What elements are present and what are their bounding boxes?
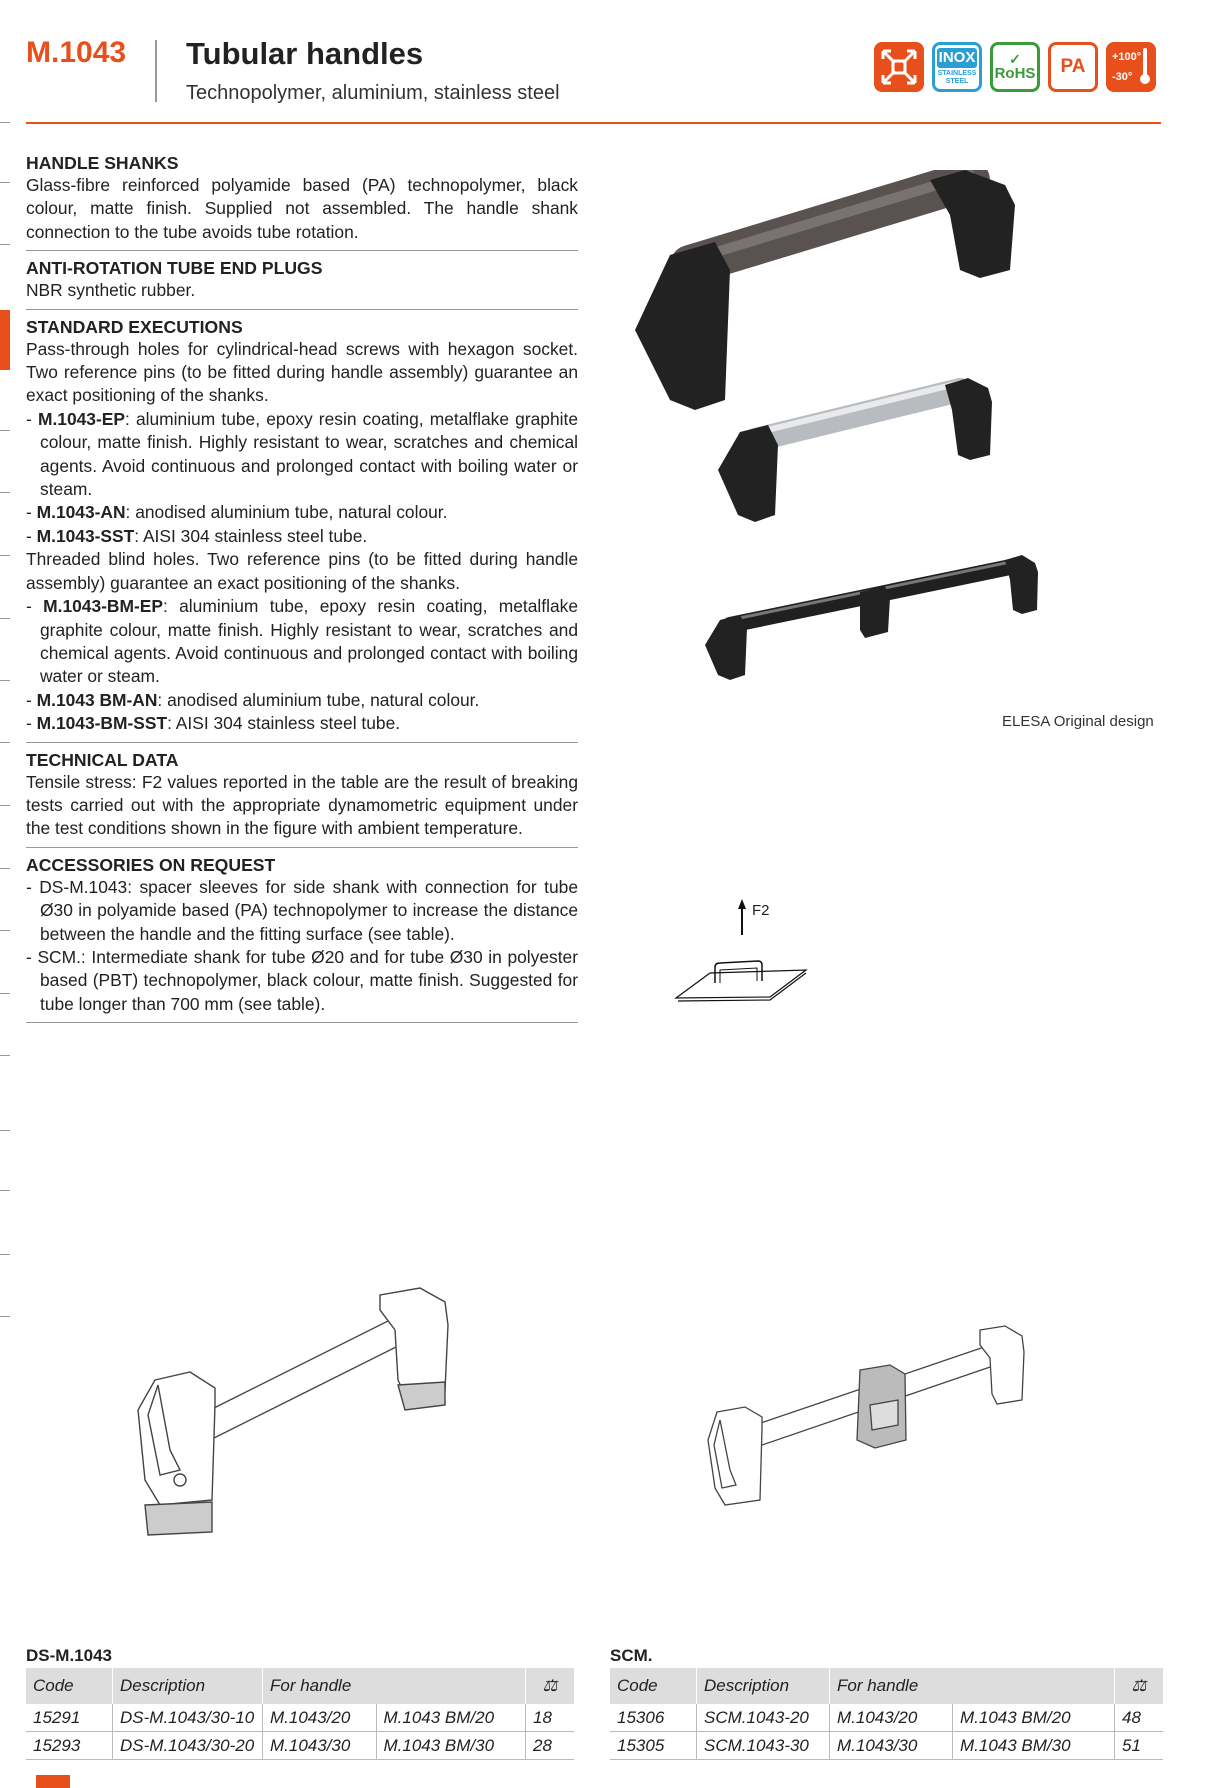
weight-icon: ⚖ (1115, 1668, 1164, 1704)
section-handle-shanks (26, 152, 578, 251)
margin-tab (0, 1130, 10, 1131)
cell: M.1043 BM/20 (953, 1704, 1115, 1732)
section-text: NBR synthetic rubber. (26, 280, 196, 301)
list-item: - M.1043-BM-SST: AISI 304 stainless steel tube. (26, 713, 401, 734)
cell: 51 (1115, 1732, 1164, 1760)
cell: 28 (526, 1732, 575, 1760)
margin-tab (0, 618, 10, 619)
cell: 18 (526, 1704, 575, 1732)
table-row (610, 1704, 1163, 1732)
table-header-row (26, 1668, 574, 1704)
cell: 15293 (26, 1732, 113, 1760)
section-text: Pass-through holes for cylindrical-head screws with hexagon socket. Two reference pins (to be fitted during handle assembly) guarantee an exact positioning of the shanks. (26, 338, 578, 406)
handle-medium-image (718, 378, 992, 522)
pa-badge: PA (1048, 42, 1098, 92)
design-note: ELESA Original design (1002, 713, 1154, 730)
cell: SCM.1043-20 (697, 1704, 830, 1732)
section-tube-plugs (26, 257, 578, 309)
section-technical-data (26, 749, 578, 848)
col-description: Description (697, 1668, 830, 1704)
margin-tab (0, 492, 10, 493)
cell: 15306 (610, 1704, 697, 1732)
section-text: Glass-fibre reinforced polyamide based (PA) technopolymer, black colour, matte finish. Supplied not assembled. The handle shank connection to the tube avoids tube rotation. (26, 175, 578, 242)
table-title-ds: DS-M.1043 (26, 1646, 112, 1665)
header-rule (26, 122, 1161, 124)
list-item: - M.1043-EP: aluminium tube, epoxy resin coating, metalflake graphite colour, matte finish. Highly resistant to wear, scratches and chemical agents. Avoid continuous and prolonged contact with boiling water or steam. (26, 408, 579, 500)
cell: M.1043 BM/30 (376, 1732, 526, 1760)
list-item: - M.1043-BM-EP: aluminium tube, epoxy resin coating, metalflake graphite colour, matte finish. Highly resistant to wear, scratches and chemical agents. Avoid continuous and prolonged contact with boiling water or steam. (26, 596, 578, 687)
margin-tab-active (0, 310, 10, 370)
product-photo (620, 170, 1070, 690)
margin-tab (0, 430, 10, 431)
margin-tab (0, 868, 10, 869)
handle-small-image (705, 555, 1038, 680)
list-item: - M.1043-AN: anodised aluminium tube, natural colour. (26, 502, 448, 523)
col-code: Code (26, 1668, 113, 1704)
cell: SCM.1043-30 (697, 1732, 830, 1760)
weight-icon: ⚖ (526, 1668, 575, 1704)
list-item: - M.1043-SST: AISI 304 stainless steel tube. (26, 525, 368, 546)
handle-intermediate-drawing (700, 1310, 1050, 1540)
table-row (26, 1732, 574, 1760)
section-accessories (26, 854, 578, 1023)
table-row (610, 1732, 1163, 1760)
margin-tab (0, 1316, 10, 1317)
margin-tab (0, 930, 10, 931)
section-heading: STANDARD EXECUTIONS (26, 316, 243, 337)
cell: DS-M.1043/30-20 (113, 1732, 263, 1760)
handle-large-image (635, 170, 1015, 410)
margin-tab (0, 742, 10, 743)
section-heading: TECHNICAL DATA (26, 749, 179, 770)
section-heading: HANDLE SHANKS (26, 153, 179, 173)
col-for-handle: For handle (263, 1668, 526, 1704)
margin-tab (0, 680, 10, 681)
cell: M.1043/30 (830, 1732, 953, 1760)
margin-tab (0, 805, 10, 806)
force-label: F2 (752, 902, 770, 919)
section-text: Threaded blind holes. Two reference pins (to be fitted during handle assembly) guarantee an exact positioning of the shanks. (26, 549, 578, 593)
cell: M.1043/30 (263, 1732, 377, 1760)
col-for-handle: For handle (830, 1668, 1115, 1704)
description-column (26, 146, 578, 1029)
page-title: Tubular handles (186, 36, 424, 71)
tensile-test-figure (670, 895, 820, 1005)
col-code: Code (610, 1668, 697, 1704)
cell: M.1043/20 (830, 1704, 953, 1732)
cell: 15305 (610, 1732, 697, 1760)
rohs-badge: ✓ RoHS (990, 42, 1040, 92)
section-text: Tensile stress: F2 values reported in the table are the result of breaking tests carried out with the appropriate dynamometric equipment under the test conditions shown in the figure with ambient temperature. (26, 771, 578, 839)
table-row (26, 1704, 574, 1732)
margin-tab (0, 244, 10, 245)
section-heading: ACCESSORIES ON REQUEST (26, 854, 276, 875)
elesa-logo (36, 1775, 70, 1788)
check-icon: ✓ (1009, 50, 1021, 67)
col-description: Description (113, 1668, 263, 1704)
size-arrows-icon (874, 42, 924, 92)
scm-table (610, 1668, 1163, 1760)
cell: 15291 (26, 1704, 113, 1732)
header-separator (155, 40, 157, 102)
ds-table (26, 1668, 574, 1760)
cell: M.1043 BM/20 (376, 1704, 526, 1732)
temperature-badge: +100° -30° (1106, 42, 1156, 92)
section-heading: ANTI-ROTATION TUBE END PLUGS (26, 258, 323, 279)
handle-spacer-drawing (130, 1270, 490, 1560)
margin-tab (0, 1055, 10, 1056)
margin-tab (0, 555, 10, 556)
table-title-scm: SCM. (610, 1646, 653, 1665)
margin-tab (0, 1254, 10, 1255)
list-item: - SCM.: Intermediate shank for tube Ø20 and for tube Ø30 in polyester based (PBT) technopolymer, black colour, matte finish. Suggested for tube longer than 700 mm (see table). (26, 946, 579, 1014)
cell: M.1043 BM/30 (953, 1732, 1115, 1760)
margin-tab (0, 993, 10, 994)
margin-tab (0, 122, 10, 123)
table-header-row (610, 1668, 1163, 1704)
cell: 48 (1115, 1704, 1164, 1732)
margin-tab (0, 1190, 10, 1191)
force-arrow-icon (738, 899, 746, 909)
cell: DS-M.1043/30-10 (113, 1704, 263, 1732)
inox-badge: INOX STAINLESS STEEL (932, 42, 982, 92)
product-code: M.1043 (26, 36, 127, 69)
page-subtitle: Technopolymer, aluminium, stainless steel (186, 82, 560, 104)
list-item: - DS-M.1043: spacer sleeves for side shank with connection for tube Ø30 in polyamide based (PA) technopolymer to increase the distance between the handle and the fitting surface (see table). (26, 876, 578, 944)
section-standard-executions (26, 316, 578, 743)
list-item: - M.1043 BM-AN: anodised aluminium tube, natural colour. (26, 689, 480, 710)
margin-tab (0, 182, 10, 183)
thermometer-icon (1140, 48, 1150, 84)
cell: M.1043/20 (263, 1704, 377, 1732)
